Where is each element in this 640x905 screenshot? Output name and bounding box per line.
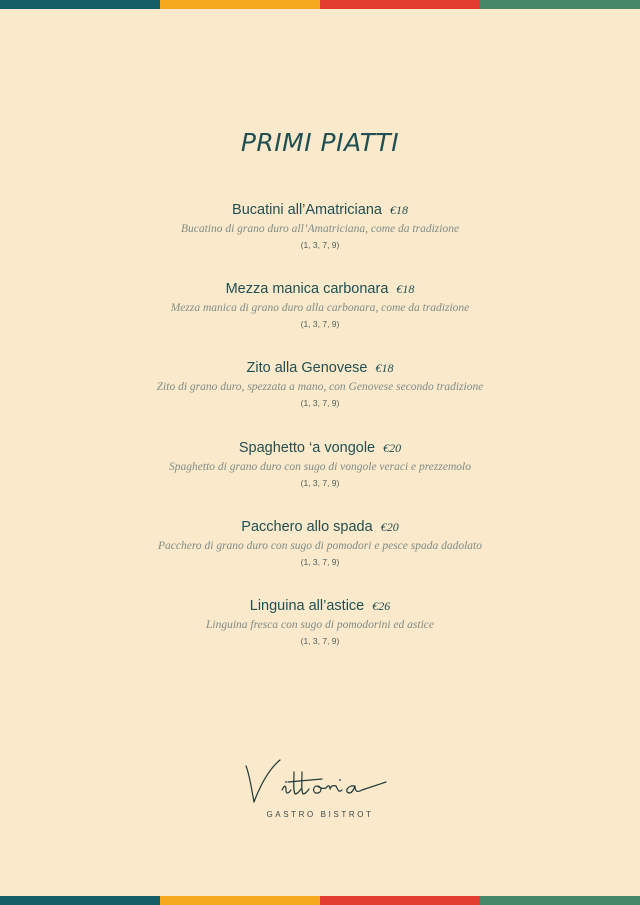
dish-item xyxy=(0,358,640,437)
dish-price: €18 xyxy=(375,361,394,376)
dish-item xyxy=(0,517,640,596)
dish-price: €18 xyxy=(396,282,415,297)
dish-allergens: (1, 3, 7, 9) xyxy=(300,635,340,646)
dish-name: Mezza manica carbonara xyxy=(225,281,389,298)
dish-price: €26 xyxy=(372,598,391,613)
dish-allergens: (1, 3, 7, 9) xyxy=(300,556,340,567)
stripe-yellow xyxy=(160,0,320,9)
dish-description: Bucatino di grano duro all’Amatriciana, come da tradizione xyxy=(180,223,460,235)
dish-header xyxy=(0,438,640,458)
dish-item xyxy=(0,200,640,279)
dish-allergens: (1, 3, 7, 9) xyxy=(300,398,340,409)
brand-tagline: GASTRO BISTROT xyxy=(266,810,374,819)
top-color-stripe xyxy=(0,0,640,9)
dish-name: Linguina all’astice xyxy=(249,597,365,614)
dish-description: Pacchero di grano duro con sugo di pomodori e pesce spada dadolato xyxy=(158,539,482,552)
stripe-red xyxy=(320,0,480,9)
bottom-color-stripe xyxy=(0,896,640,905)
dish-allergens: (1, 3, 7, 9) xyxy=(300,240,340,250)
vittoria-logo xyxy=(236,752,406,812)
stripe-green xyxy=(480,896,640,905)
dish-list xyxy=(0,200,640,675)
dish-description: Mezza manica di grano duro alla carbonara, come da tradizione xyxy=(170,302,470,315)
dish-item xyxy=(0,596,640,675)
dish-description: Zito di grano duro, spezzata a mano, con Genovese secondo tradizione xyxy=(156,381,484,394)
dish-price: €20 xyxy=(380,519,399,534)
dish-name: Spaghetto ‘a vongole xyxy=(238,439,376,456)
stripe-green xyxy=(480,0,640,9)
dish-header xyxy=(0,279,640,299)
dish-item xyxy=(0,279,640,358)
dish-name: Pacchero allo spada xyxy=(241,518,373,535)
dish-allergens: (1, 3, 7, 9) xyxy=(300,477,340,488)
stripe-red xyxy=(320,896,480,905)
stripe-teal xyxy=(0,0,160,9)
stripe-yellow xyxy=(160,896,320,905)
dish-header xyxy=(0,358,640,378)
dish-price: €18 xyxy=(389,203,408,217)
dish-allergens: (1, 3, 7, 9) xyxy=(300,319,340,330)
dish-name: Bucatini all’Amatriciana xyxy=(232,202,382,218)
stripe-teal xyxy=(0,896,160,905)
dish-description: Linguina fresca con sugo di pomodorini ed astice xyxy=(206,618,434,631)
dish-price: €20 xyxy=(383,440,402,455)
dish-header xyxy=(0,596,640,616)
dish-item xyxy=(0,438,640,517)
page-title: PRIMI PIATTI xyxy=(240,128,400,157)
dish-header xyxy=(0,517,640,537)
dish-description: Spaghetto di grano duro con sugo di vongole veraci e prezzemolo xyxy=(169,460,471,473)
dish-name: Zito alla Genovese xyxy=(246,360,368,377)
dish-header xyxy=(0,200,640,220)
